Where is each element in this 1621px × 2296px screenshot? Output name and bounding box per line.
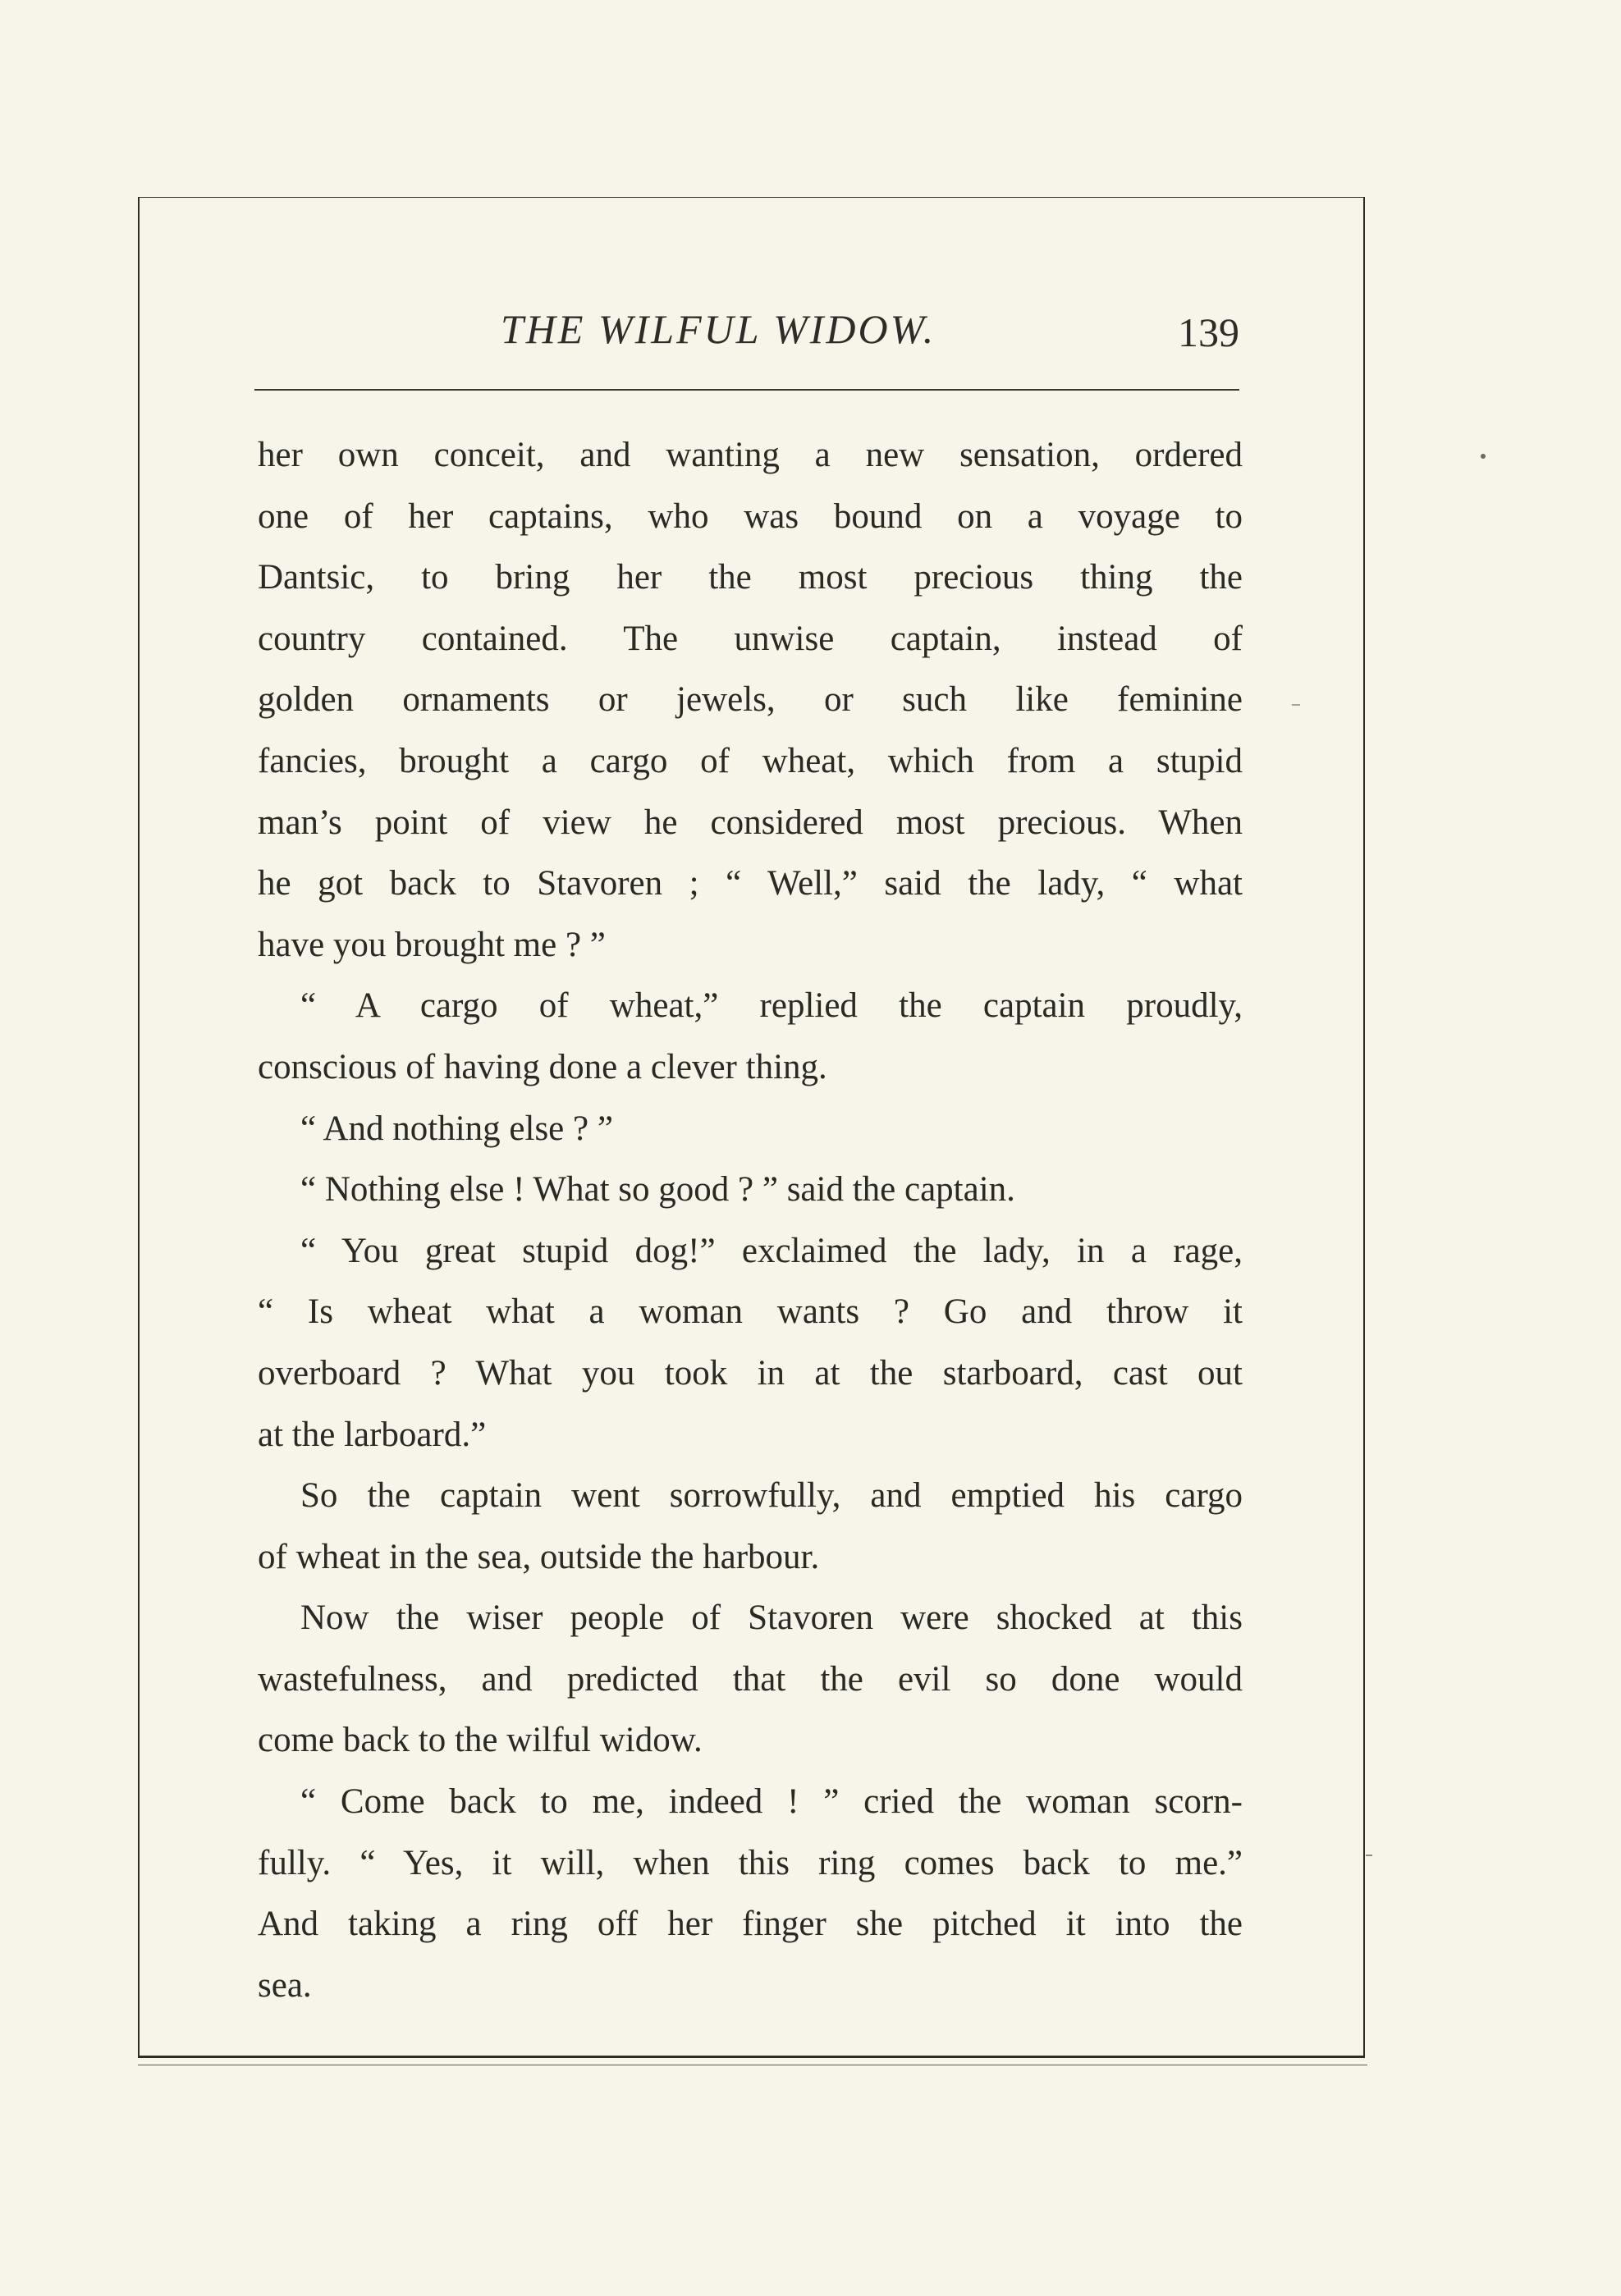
text-line: have you brought me ? ” [258,925,606,964]
text-line: Dantsic, to bring her the most precious thing the [258,558,1243,597]
text-line: man’s point of view he considered most precious. When [258,803,1243,842]
text-line: sea. [258,1965,312,2005]
text-line: he got back to Stavoren ; “ Well,” said the lady, “ what [258,864,1243,903]
margin-speck [1481,454,1486,459]
text-line: conscious of having done a clever thing. [258,1047,827,1086]
page-number: 139 [1178,309,1239,355]
text-line: Now the wiser people of Stavoren were shocked at this [300,1599,1243,1638]
running-title: THE WILFUL WIDOW. [501,306,936,352]
text-line: So the captain went sorrowfully, and emptied his cargo [300,1476,1243,1516]
margin-mark [1292,704,1300,706]
text-line: fully. “ Yes, it will, when this ring comes back to me.” [258,1843,1243,1882]
header-rule [254,389,1239,391]
text-line: fancies, brought a cargo of wheat, which from a stupid [258,741,1243,780]
text-line: “ Come back to me, indeed ! ” cried the woman scorn- [300,1782,1243,1822]
text-line: of wheat in the sea, outside the harbour. [258,1537,820,1576]
text-line: “ Is wheat what a woman wants ? Go and throw it [258,1292,1243,1332]
text-line: one of her captains, who was bound on a voyage to [258,496,1243,536]
page-header [254,295,1239,361]
text-line: “ You great stupid dog!” exclaimed the lady, in a rage, [300,1231,1243,1270]
text-line: overboard ? What you took in at the starboard, cast out [258,1353,1243,1393]
text-line: come back to the wilful widow. [258,1721,703,1760]
text-line: And taking a ring off her finger she pitched it into the [258,1905,1243,1944]
text-line: at the larboard.” [258,1415,487,1454]
text-line: golden ornaments or jewels, or such like feminine [258,680,1243,720]
text-line: wastefulness, and predicted that the evil so done would [258,1659,1243,1699]
margin-mark [1366,1855,1372,1856]
body-text [258,425,1243,2016]
text-line: “ Nothing else ! What so good ? ” said the captain. [300,1170,1015,1210]
text-line: “ A cargo of wheat,” replied the captain proudly, [300,986,1243,1026]
text-line: her own conceit, and wanting a new sensation, ordered [258,436,1243,474]
text-line: country contained. The unwise captain, instead of [258,619,1243,658]
text-line: “ And nothing else ? ” [300,1109,613,1148]
